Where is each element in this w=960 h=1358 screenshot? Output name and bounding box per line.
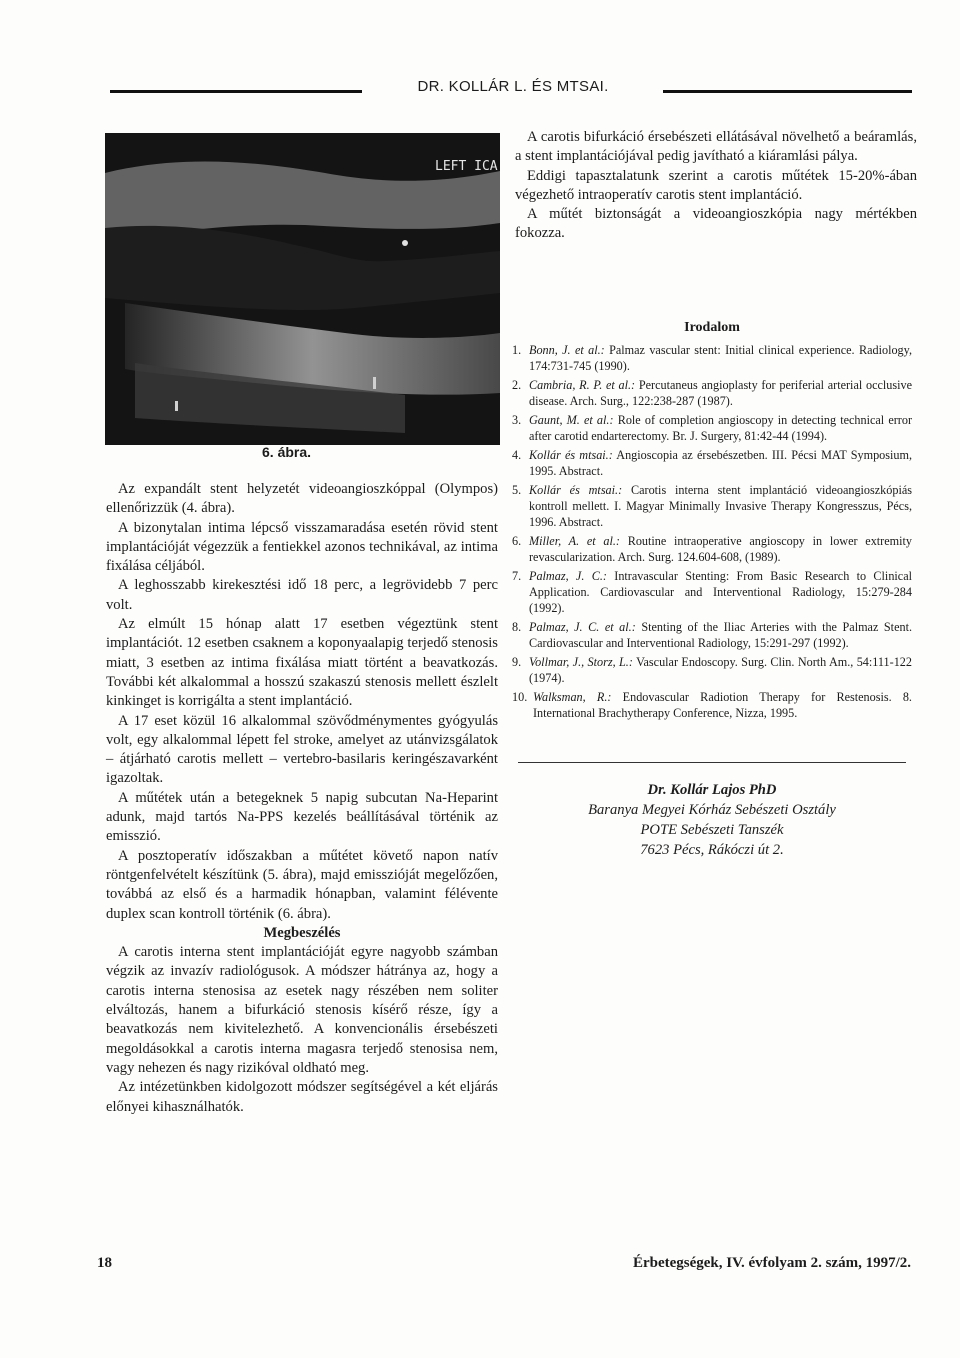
reference-number: 8. xyxy=(512,620,522,634)
reference-text xyxy=(529,342,912,374)
reference-text xyxy=(529,447,912,479)
author-signature xyxy=(518,780,906,860)
reference-text xyxy=(529,533,912,565)
body-paragraph: A bizonytalan intima lépcső visszamaradása esetén rövid stent implantációját végezzük a fentiekkel azonos technikával, az intima fixálása céljából. xyxy=(106,519,498,575)
reference-number: 4. xyxy=(512,448,522,462)
section-heading-discussion: Megbeszélés xyxy=(263,924,341,941)
references-section xyxy=(512,314,912,721)
page-number: 18 xyxy=(97,1255,112,1271)
reference-item xyxy=(512,447,912,479)
reference-number: 9. xyxy=(512,655,522,669)
reference-item xyxy=(512,619,912,651)
reference-text xyxy=(529,412,912,444)
reference-item xyxy=(512,689,912,721)
reference-number: 6. xyxy=(512,534,522,548)
affiliation-line: Baranya Megyei Kórház Sebészeti Osztály xyxy=(588,802,836,818)
body-paragraph: A 17 eset közül 16 alkalommal szövődménymentes gyógyulás volt, egy alkalommal lépett fel stroke, amelyet az utánvizsgálatok – átjárható carotis mellett – vertebro-basilaris keringészavarként igazoltak. xyxy=(106,712,498,787)
reference-citation: Endovascular Radiotion Therapy for Restenosis. 8. International Brachytherapy Conference, Nizza, 1995. xyxy=(533,690,912,720)
reference-text xyxy=(529,377,912,409)
ultrasound-image xyxy=(105,133,500,445)
reference-authors: Kollár és mtsai.: xyxy=(529,448,613,462)
reference-text xyxy=(529,568,912,616)
reference-number: 1. xyxy=(512,343,522,357)
body-paragraph: Az intézetünkben kidolgozott módszer segítségével a két eljárás előnyei kihasználhatók. xyxy=(106,1079,498,1115)
header-rule-right xyxy=(663,90,912,93)
reference-text xyxy=(529,482,912,530)
body-paragraph: Az expandált stent helyzetét videoangioszkóppal (Olympos) ellenőrizzük (4. ábra). xyxy=(106,481,498,517)
left-column xyxy=(106,480,498,1117)
reference-authors: Kollár és mtsai.: xyxy=(529,483,623,497)
body-paragraph: Eddigi tapasztalatunk szerint a carotis műtétek 15-20%-ában végezhető intraoperatív carotis stent implantáció. xyxy=(515,167,917,203)
reference-item xyxy=(512,412,912,444)
reference-authors: Walksman, R.: xyxy=(533,690,612,704)
reference-citation: Vascular Endoscopy. Surg. Clin. North Am., 54:111-122 (1974). xyxy=(529,655,912,685)
author-name: Dr. Kollár Lajos PhD xyxy=(647,782,777,798)
ultrasound-figure xyxy=(105,133,500,445)
reference-citation: Angioscopia az érsebészetben. III. Pécsi MAT Symposium, 1995. Abstract. xyxy=(529,448,913,478)
reference-item xyxy=(512,482,912,530)
body-paragraph: A carotis bifurkáció érsebészeti ellátásával növelhető a beáramlás, a stent implantációjával pedig javítható a kiáramlási pálya. xyxy=(515,129,917,165)
header-rule-left xyxy=(110,90,362,93)
reference-citation: Palmaz vascular stent: Initial clinical experience. Radiology, 174:731-745 (1990). xyxy=(529,343,912,373)
reference-authors: Miller, A. et al.: xyxy=(529,534,620,548)
reference-authors: Gaunt, M. et al.: xyxy=(529,413,614,427)
reference-number: 2. xyxy=(512,378,522,392)
reference-text xyxy=(529,654,912,686)
body-paragraph: A posztoperatív időszakban a műtétet követő napon natív röntgenfelvételt készítünk (5. ábra), majd emisszióját megelőzően, továbbá az első és a harmadik hónapban, valamint félévente duplex scan kontroll történik (6. ábra). xyxy=(106,847,498,922)
journal-footer: Érbetegségek, IV. évfolyam 2. szám, 1997/2. xyxy=(632,1255,911,1271)
running-title: DR. KOLLÁR L. ÉS MTSAI. xyxy=(417,78,609,95)
reference-authors: Vollmar, J., Storz, L.: xyxy=(529,655,633,669)
body-paragraph: Az elmúlt 15 hónap alatt 17 esetben végeztünk stent implantációt. 12 esetben csaknem a koponyaalapig terjedő stenosis miatt, 3 esetben az intima fixálása miatt történt a beavatkozás. További két alkalommal a hosszú szakaszú stenosis mellett észlelt kinkinget is korrigálta a stent implantáció. xyxy=(106,616,498,710)
image-annotation-label: LEFT ICA xyxy=(435,159,498,174)
reference-item xyxy=(512,342,912,374)
reference-item xyxy=(512,654,912,686)
reference-number: 10. xyxy=(512,690,528,704)
reference-citation: Routine intraoperative angioscopy in lower extremity revascularization. Arch. Surg. 124.604-608, (1989). xyxy=(529,534,912,564)
reference-item xyxy=(512,377,912,409)
reference-number: 7. xyxy=(512,569,522,583)
reference-authors: Palmaz, J. C.: xyxy=(529,569,607,583)
signature-divider xyxy=(518,762,906,763)
reference-citation: Percutaneus angioplasty for periferial arterial occlusive disease. Arch. Surg., 122:238-287 (1987). xyxy=(529,378,912,408)
reference-citation: Role of completion angioscopy in detecting technical error after carotid endarterectomy. Br. J. Surgery, 81:42-44 (1994). xyxy=(529,413,913,443)
reference-item xyxy=(512,533,912,565)
body-paragraph: A leghosszabb kirekesztési idő 18 perc, a legrövidebb 7 perc volt. xyxy=(106,577,498,613)
body-paragraph: A carotis interna stent implantációját egyre nagyobb számban végzik az invazív radiológusok. A módszer hátránya az, hogy a carotis interna stenosisa az esetek nagy részében nem soliter elváltozás, hanem a bifurkáció stenosis kísérő része, így a beavatkozás nem kivitelezhető. A konvencionális érsebészeti megoldásokkal a carotis interna magasra terjedő stenosisa nem, vagy nehezen és nagy rizikóval oldható meg. xyxy=(106,944,498,1076)
right-column xyxy=(515,128,917,244)
reference-number: 5. xyxy=(512,483,522,497)
reference-text xyxy=(529,619,912,651)
section-heading-references: Irodalom xyxy=(684,320,740,335)
figure-caption: 6. ábra. xyxy=(262,444,312,460)
ultrasound-scan-graphic xyxy=(105,133,500,445)
reference-item xyxy=(512,568,912,616)
reference-citation: Carotis interna stent implantáció videoangioszkópiás kontroll mellett. I. Magyar Minimally Invasive Therapy Kongresszus, Pécs, 1996. Abstract. xyxy=(529,483,912,529)
reference-authors: Cambria, R. P. et al.: xyxy=(529,378,636,392)
reference-number: 3. xyxy=(512,413,522,427)
address-line: 7623 Pécs, Rákóczi út 2. xyxy=(640,842,784,858)
reference-text xyxy=(533,689,912,721)
reference-authors: Bonn, J. et al.: xyxy=(529,343,605,357)
body-paragraph: A műtétek után a betegeknek 5 napig subcutan Na-Heparint adunk, majd tartós Na-PPS kezelés beállításával történik az emisszió. xyxy=(106,789,498,845)
reference-citation: Stenting of the Iliac Arteries with the Palmaz Stent. Cardiovascular and Interventional Radiology, 15:291-297 (1992). xyxy=(529,620,913,650)
body-paragraph: A műtét biztonságát a videoangioszkópia nagy mértékben fokozza. xyxy=(515,206,917,242)
affiliation-line: POTE Sebészeti Tanszék xyxy=(640,822,784,838)
reference-authors: Palmaz, J. C. et al.: xyxy=(529,620,636,634)
reference-citation: Intravascular Stenting: From Basic Research to Clinical Application. Cardiovascular and Interventional Radiology, 15:279-284 (1992). xyxy=(529,569,912,615)
